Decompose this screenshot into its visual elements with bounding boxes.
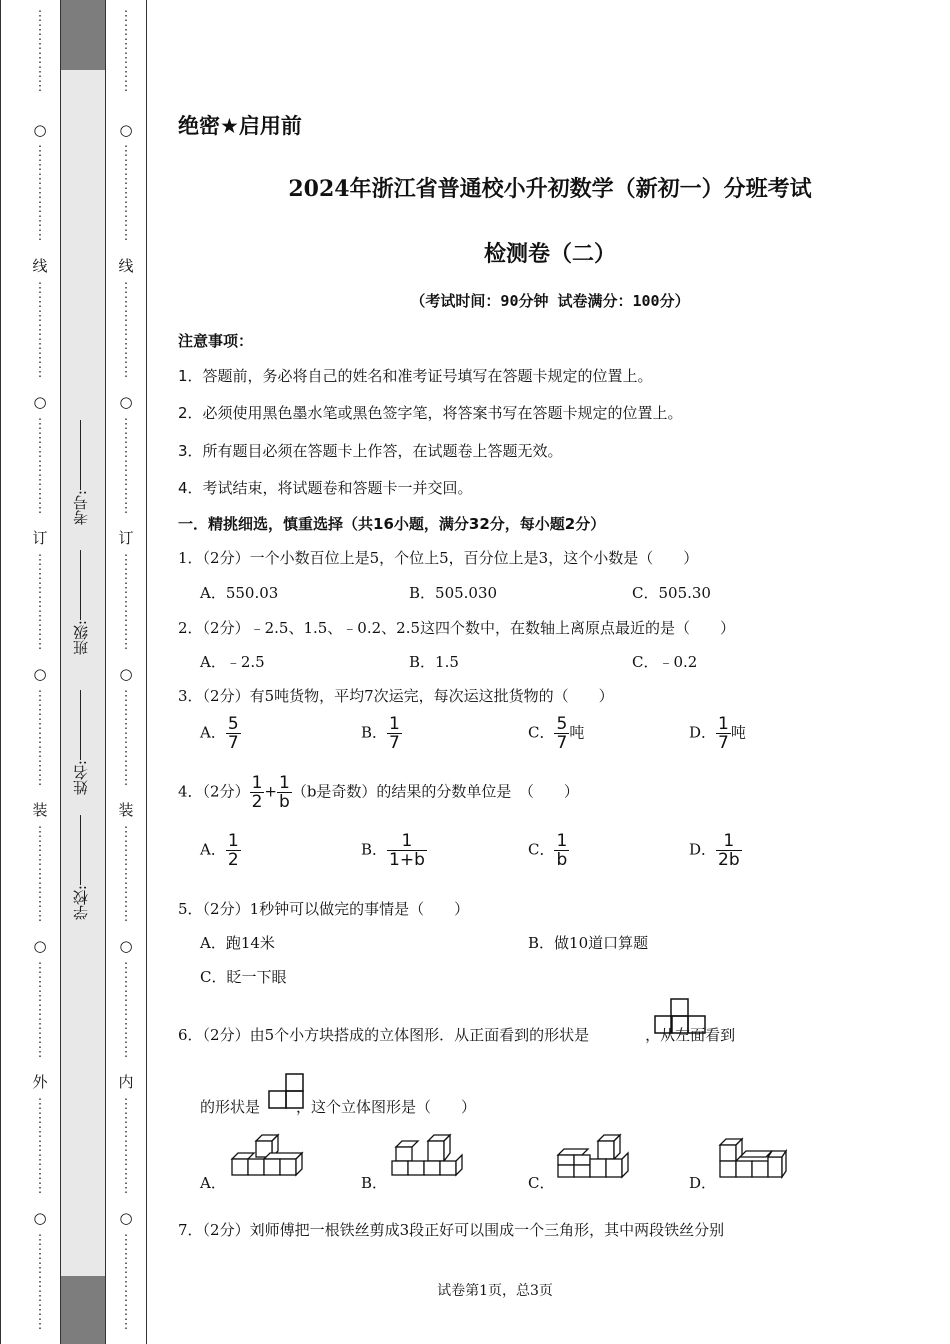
inner-dotted-column: ⋮ ⋮ ⋮ ⋮ ⋮ ⋮ ○ ⋮ ⋮ ⋮ ⋮ ⋮ ⋮ ⋮ 线 ⋮ ⋮ ⋮ ⋮ ⋮ ⋮ ⋮ ○ ⋮ ⋮ ⋮ ⋮ ⋮ ⋮ ⋮ 订 ⋮ ⋮ ⋮ ⋮ ⋮ ⋮ ⋮ ○ ⋮ ⋮ ⋮ ⋮ ⋮ ⋮ ⋮ 装 ⋮ ⋮ ⋮ ⋮ ⋮ ⋮ ⋮ ○ ⋮ ⋮ ⋮ ⋮ ⋮ ⋮ ⋮ 内 ⋮ ⋮ ⋮ ⋮ ⋮ ⋮ ⋮ ○ ⋮ ⋮ ⋮ ⋮ ⋮ ⋮ ⋮ (114, 0, 138, 1344)
q3-option-d[interactable]: D． $\frac{1}{7}$ 吨 (689, 714, 746, 753)
inner-mark-2: 线 (118, 257, 134, 275)
q6-option-a-label[interactable]: A． (200, 1174, 226, 1192)
q6-option-c-label[interactable]: C． (528, 1174, 555, 1192)
fraction: $\frac{1}{2}$ (227, 831, 239, 870)
margin-border-right (146, 0, 147, 1344)
outer-mark-2: 线 (32, 257, 48, 275)
q5-option-a[interactable]: A．跑14米 (200, 934, 275, 952)
outer-mark-3: ○ (33, 393, 47, 411)
page-footer: 试卷第1页，总3页 (437, 1283, 553, 1299)
front-view-figure (655, 998, 707, 1036)
section1-heading: 一．精挑细选，慎重选择（共16小题，满分32分，每小题2分） (178, 515, 606, 533)
inner-mark-8: 内 (118, 1073, 134, 1091)
outer-mark-9: ○ (33, 1209, 47, 1227)
q1-option-a[interactable]: A．550.03 (200, 584, 279, 602)
q4-stem: 4．（2分） $\frac{1}{2}$ + $\frac{1}{b}$ （b是奇数）的结果的分数单位是 （ ） (178, 773, 579, 812)
q1-option-c[interactable]: C．505.30 (632, 584, 711, 602)
q1-option-b[interactable]: B．505.030 (409, 584, 498, 602)
outer-mark-1: ○ (33, 121, 47, 139)
fraction: $\frac{1}{1+b}$ (389, 831, 425, 870)
student-info (70, 420, 100, 940)
fraction: $\frac{1}{b}$ (279, 773, 290, 812)
fraction: $\frac{1}{7}$ (718, 714, 729, 753)
inner-mark-7: ○ (119, 937, 133, 955)
note-item-3: 3．所有题目必须在答题卡上作答，在试题卷上答题无效。 (178, 442, 563, 460)
q6-stem-line1: 6．（2分）由5个小方块搭成的立体图形．从正面看到的形状是 ，从左面看到 (178, 1026, 736, 1044)
q3-stem: 3．（2分）有5吨货物，平均7次运完，每次运这批货物的（ ） (178, 687, 614, 705)
school-field[interactable]: 学校: (70, 815, 100, 920)
outer-dotted-column: ⋮ ⋮ ⋮ ⋮ ⋮ ⋮ ○ ⋮ ⋮ ⋮ ⋮ ⋮ ⋮ ⋮ 线 ⋮ ⋮ ⋮ ⋮ ⋮ ⋮ ⋮ ○ ⋮ ⋮ ⋮ ⋮ ⋮ ⋮ ⋮ 订 ⋮ ⋮ ⋮ ⋮ ⋮ ⋮ ⋮ ○ ⋮ ⋮ ⋮ ⋮ ⋮ ⋮ ⋮ 装 ⋮ ⋮ ⋮ ⋮ ⋮ ⋮ ⋮ ○ ⋮ ⋮ ⋮ ⋮ ⋮ ⋮ ⋮ 外 ⋮ ⋮ ⋮ ⋮ ⋮ ⋮ ⋮ ○ ⋮ ⋮ ⋮ ⋮ ⋮ ⋮ ⋮ (28, 0, 52, 1344)
exam-title-line1: 2024年浙江省普通校小升初数学（新初一）分班考试 (288, 176, 812, 202)
outer-mark-6: 装 (32, 801, 48, 819)
fraction: $\frac{1}{b}$ (556, 831, 568, 870)
fraction: $\frac{1}{2b}$ (718, 831, 740, 870)
outer-mark-8: 外 (32, 1073, 48, 1091)
q3-option-c[interactable]: C． $\frac{5}{7}$ 吨 (528, 714, 585, 753)
inner-mark-5: ○ (119, 665, 133, 683)
inner-mark-6: 装 (118, 801, 134, 819)
exam-title-line2: 检测卷（二） (483, 241, 616, 267)
fraction: $\frac{5}{7}$ (227, 714, 239, 753)
notes-heading: 注意事项： (178, 332, 254, 350)
note-item-4: 4．考试结束，将试题卷和答题卡一并交回。 (178, 479, 473, 497)
q6-option-d-label[interactable]: D． (689, 1174, 717, 1192)
q4-option-c[interactable]: C． $\frac{1}{b}$ (528, 831, 568, 870)
binding-margin (0, 0, 148, 1344)
q6-option-b-figure[interactable] (388, 1133, 466, 1181)
inner-mark-3: ○ (119, 393, 133, 411)
exam-info: （考试时间：90分钟 试卷满分：100分） (410, 292, 690, 310)
fraction: $\frac{1}{7}$ (389, 714, 400, 753)
margin-border-left (0, 0, 1, 1344)
q2-option-c[interactable]: C．﹣0.2 (632, 653, 698, 671)
q2-option-a[interactable]: A．﹣2.5 (200, 653, 265, 671)
outer-mark-7: ○ (33, 937, 47, 955)
fraction: $\frac{5}{7}$ (556, 714, 568, 753)
note-item-1: 1．答题前，务必将自己的姓名和准考证号填写在答题卡规定的位置上。 (178, 367, 653, 385)
q5-option-c[interactable]: C．眨一下眼 (200, 968, 287, 986)
q5-option-b[interactable]: B．做10道口算题 (528, 934, 649, 952)
q6-option-d-figure[interactable] (714, 1133, 792, 1181)
secret-label: 绝密★启用前 (178, 114, 302, 138)
outer-mark-4: 订 (32, 529, 48, 547)
strip-dark-top (61, 0, 105, 70)
class-field[interactable]: 班级: (70, 550, 100, 655)
left-view-figure (269, 1073, 305, 1111)
q2-option-b[interactable]: B．1.5 (409, 653, 459, 671)
name-field[interactable]: 姓名: (70, 690, 100, 795)
q1-stem: 1．（2分）一个小数百位上是5，个位上5，百分位上是3，这个小数是（ ） (178, 549, 699, 567)
inner-mark-9: ○ (119, 1209, 133, 1227)
outer-mark-5: ○ (33, 665, 47, 683)
inner-mark-1: ○ (119, 121, 133, 139)
fraction: $\frac{1}{2}$ (251, 773, 263, 812)
q3-option-b[interactable]: B． $\frac{1}{7}$ (361, 714, 400, 753)
inner-mark-4: 订 (118, 529, 134, 547)
q4-option-a[interactable]: A． $\frac{1}{2}$ (200, 831, 239, 870)
q5-stem: 5．（2分）1秒钟可以做完的事情是（ ） (178, 900, 470, 918)
q6-stem-line2: 的形状是 ，这个立体图形是（ ） (200, 1098, 477, 1116)
q7-stem: 7．（2分）刘师傅把一根铁丝剪成3段正好可以围成一个三角形，其中两段铁丝分别 (178, 1221, 725, 1239)
q3-option-a[interactable]: A． $\frac{5}{7}$ (200, 714, 239, 753)
q6-option-c-figure[interactable] (556, 1133, 634, 1181)
note-item-2: 2．必须使用黑色墨水笔或黑色签字笔，将答案书写在答题卡规定的位置上。 (178, 404, 683, 422)
q4-option-b[interactable]: B． $\frac{1}{1+b}$ (361, 831, 425, 870)
q2-stem: 2．（2分）﹣2.5、1.5、﹣0.2、2.5这四个数中，在数轴上离原点最近的是（ ） (178, 619, 736, 637)
q4-option-d[interactable]: D． $\frac{1}{2b}$ (689, 831, 740, 870)
exam-number-field[interactable]: 考号: (70, 420, 100, 525)
q6-option-a-figure[interactable] (226, 1133, 304, 1181)
q6-option-b-label[interactable]: B． (361, 1174, 388, 1192)
